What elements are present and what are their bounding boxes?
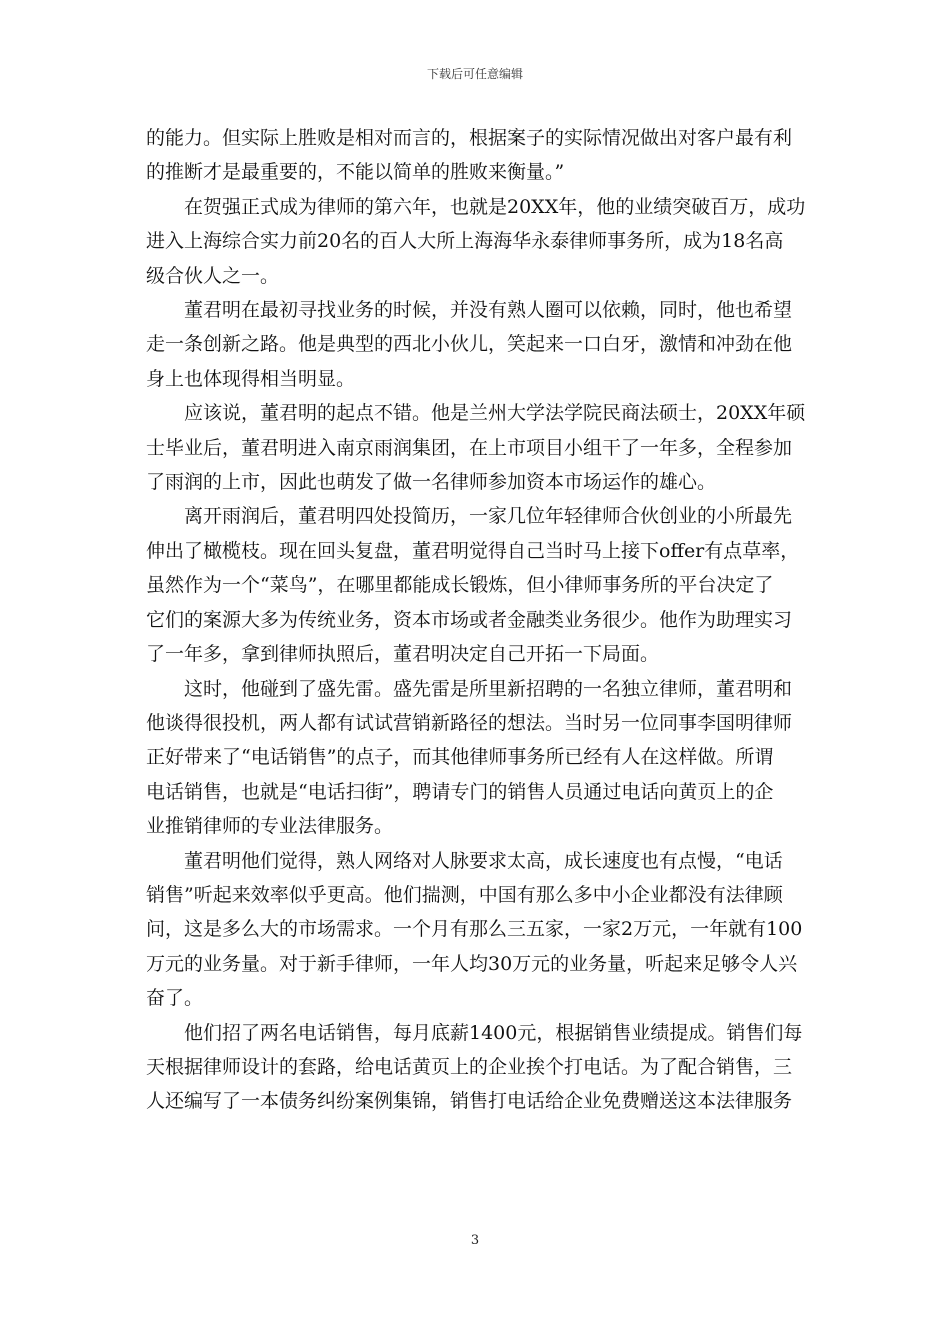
paragraph-5: 离开雨润后，董君明四处投简历，一家几位年轻律师合伙创业的小所最先 伸出了橄榄枝。现在回头复盘，董君明觉得自己当时马上接下offer有点草率， 虽然作为一个“菜鸟”，在哪里都能成长锻炼，但小律师事务所的平台决定了 它们的案源大多为传统业务，资本市场或者金融类业务很少。他作为助理实习 了一年多，拿到律师执照后，董君明决定自己开拓一下局面。 (146, 505, 800, 666)
paragraph-4: 应该说，董君明的起点不错。他是兰州大学法学院民商法硕士，20XX年硕 士毕业后，董君明进入南京雨润集团，在上市项目小组干了一年多，全程参加 了雨润的上市，因此也萌发了做一名律师参加资本市场运作的雄心。 (146, 402, 806, 494)
page-number: 3 (470, 1233, 480, 1248)
paragraph-3: 董君明在最初寻找业务的时候，并没有熟人圈可以依赖，同时，他也希望 走一条创新之路。他是典型的西北小伙儿，笑起来一口白牙，激情和冲劲在他 身上也体现得相当明显。 (146, 299, 793, 390)
paragraph-2: 在贺强正式成为律师的第六年，也就是20XX年，他的业绩突破百万，成功 进入上海综合实力前20名的百人大所上海海华永泰律师事务所，成为18名高 级合伙人之一。 (146, 195, 806, 287)
page-header: 下载后可任意编辑 (426, 67, 523, 81)
paragraph-6: 这时，他碰到了盛先雷。盛先雷是所里新招聘的一名独立律师，董君明和 他谈得很投机，两人都有试试营销新路径的想法。当时另一位同事李国明律师 正好带来了“电话销售”的点子，而其他律师事务所已经有人在这样做。所谓 电话销售，也就是“电话扫街”，聘请专门的销售人员通过电话向黄页上的企 业推销律师的专业法律服务。 (146, 677, 793, 838)
paragraph-1: 的能力。但实际上胜败是相对而言的，根据案子的实际情况做出对客户最有利 的推断才是最重要的，不能以简单的胜败来衡量。” (146, 127, 793, 184)
paragraph-8: 他们招了两名电话销售，每月底薪1400元，根据销售业绩提成。销售们每 天根据律师设计的套路，给电话黄页上的企业挨个打电话。为了配合销售，三 人还编写了一本债务纠纷案例集锦，销售打电话给企业免费赠送这本法律服务 (146, 1021, 803, 1113)
paragraph-7: 董君明他们觉得，熟人网络对人脉要求太高，成长速度也有点慢，“电话 销售”听起来效率似乎更高。他们揣测，中国有那么多中小企业都没有法律顾 问，这是多么大的市场需求。一个月有那么三五家，一家2万元，一年就有100 万元的业务量。对于新手律师，一年人均30万元的业务量，听起来足够令人兴 奋了。 (146, 849, 803, 1010)
document-body (146, 121, 810, 1119)
